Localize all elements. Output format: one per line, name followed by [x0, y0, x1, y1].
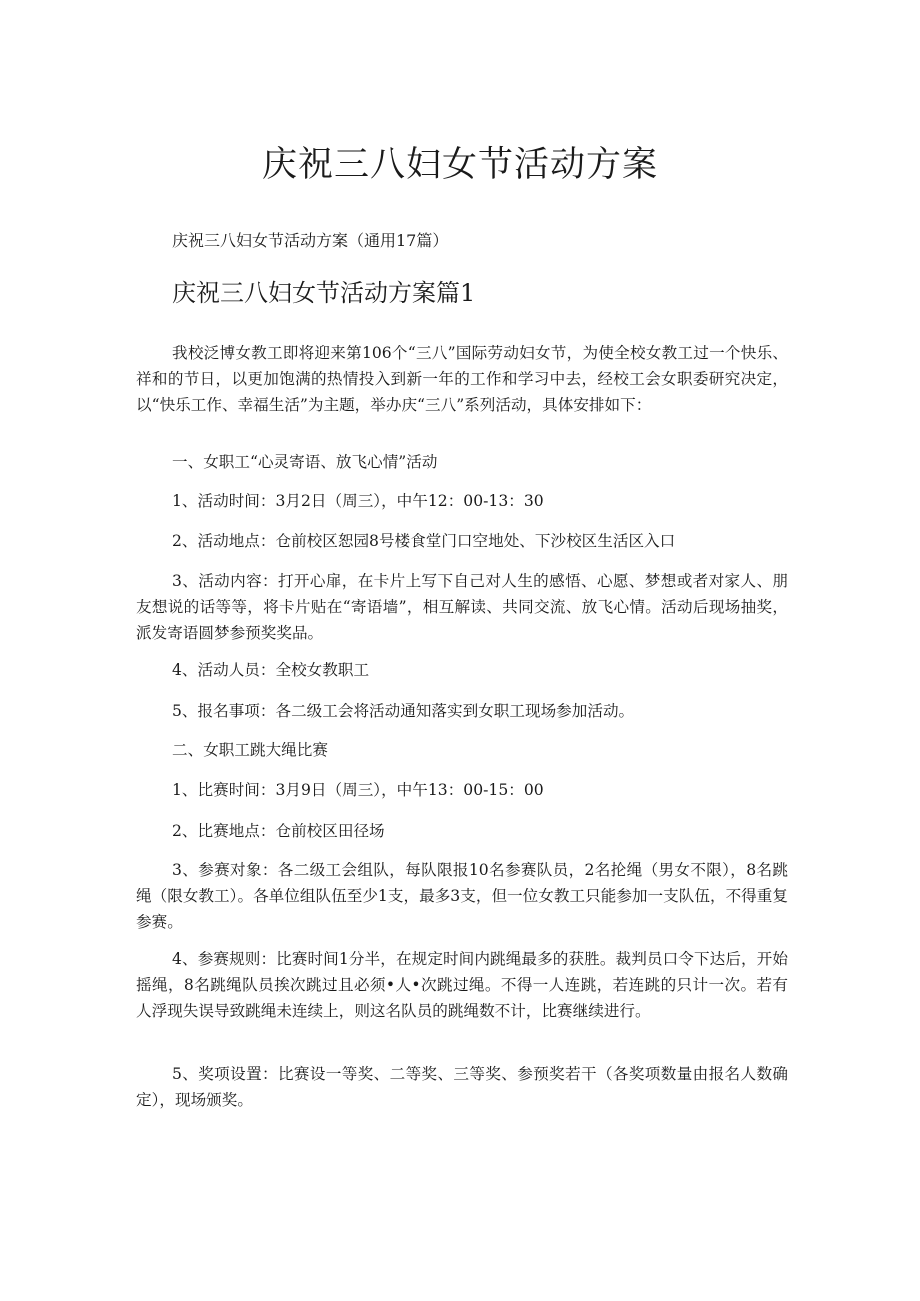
intro-paragraph: 我校泛博女教工即将迎来第106个“三八”国际劳动妇女节，为使全校女教工过一个快乐、祥和的节日，以更加饱满的热情投入到新一年的工作和学习中去，经校工会女职委研究决定，以“快乐工作、幸福生活”为主题，举办庆“三八”系列活动，具体安排如下：: [136, 344, 788, 414]
activity-two-rules: 4、参赛规则：比赛时间1分半，在规定时间内跳绳最多的获胜。裁判员口令下达后，开始摇绳，8名跳绳队员挨次跳过且必须•人•次跳过绳。不得一人连跳，若连跳的只计一次。若有人浮现失误导致跳绳未连续上，则这名队员的跳绳数不计，比赛继续进行。: [136, 950, 788, 1020]
activity-two-awards: 5、奖项设置：比赛设一等奖、二等奖、三等奖、参预奖若干（各奖项数量由报名人数确定），现场颁奖。: [136, 1065, 788, 1109]
activity-one-location: 2、活动地点：仓前校区恕园8号楼食堂门口空地处、下沙校区生活区入口: [172, 532, 676, 550]
activity-two-participants: 3、参赛对象：各二级工会组队，每队限报10名参赛队员，2名抡绳（男女不限），8名跳绳（限女教工）。各单位组队伍至少1支，最多3支，但一位女教工只能参加一支队伍，不得重复参赛。: [136, 861, 788, 931]
activity-one-participants: 4、活动人员：全校女教职工: [172, 661, 370, 679]
activity-one-heading: 一、女职工“心灵寄语、放飞心情”活动: [172, 453, 438, 471]
document-subtitle: 庆祝三八妇女节活动方案（通用17篇）: [172, 231, 449, 250]
activity-two-time: 1、比赛时间：3月9日（周三），中午13：00-15：00: [172, 781, 544, 799]
activity-one-time: 1、活动时间：3月2日（周三），中午12：00-13：30: [172, 492, 544, 510]
section-heading: 庆祝三八妇女节活动方案篇1: [172, 279, 476, 307]
activity-two-heading: 二、女职工跳大绳比赛: [172, 741, 328, 759]
activity-two-location: 2、比赛地点：仓前校区田径场: [172, 822, 385, 840]
activity-one-content: 3、活动内容：打开心扉，在卡片上写下自己对人生的感悟、心愿、梦想或者对家人、朋友想说的话等等，将卡片贴在“寄语墙”，相互解读、共同交流、放飞心情。活动后现场抽奖，派发寄语圆梦参预奖奖品。: [136, 572, 788, 642]
activity-one-registration: 5、报名事项：各二级工会将活动通知落实到女职工现场参加活动。: [172, 702, 635, 720]
document-title: 庆祝三八妇女节活动方案: [261, 145, 658, 185]
